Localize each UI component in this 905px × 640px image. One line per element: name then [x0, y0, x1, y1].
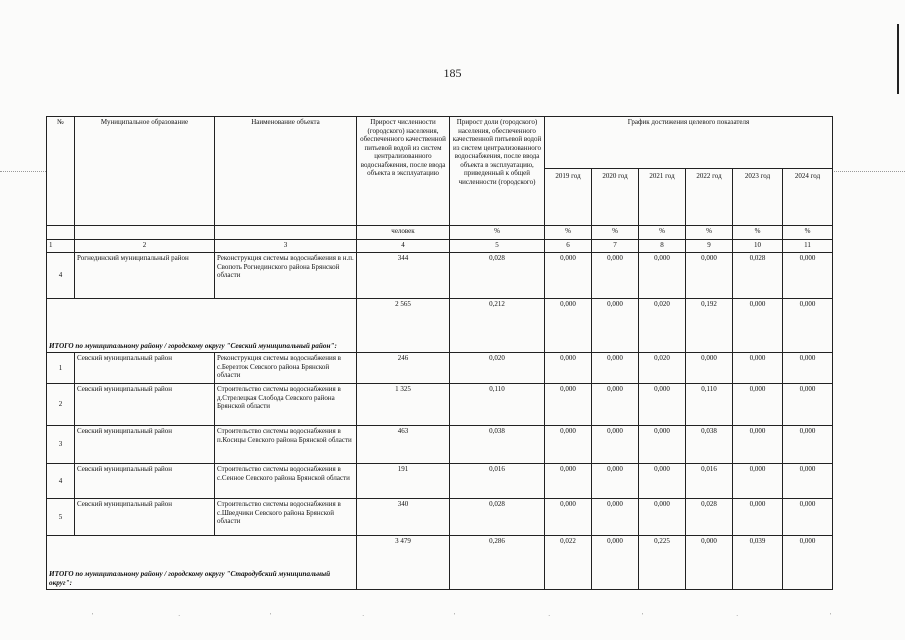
header-unit: %: [783, 226, 833, 240]
total-value-cell: 3 479: [357, 536, 450, 590]
row-number: 1: [47, 353, 75, 384]
row-number: 3: [47, 426, 75, 464]
column-number: 8: [639, 240, 686, 253]
column-number: 4: [357, 240, 450, 253]
header-municipality: Муниципальное образование: [75, 117, 215, 226]
value-cell: 0,000: [592, 426, 639, 464]
value-cell: 0,000: [592, 499, 639, 536]
value-cell: 0,000: [545, 253, 592, 299]
header-year: 2024 год: [783, 169, 833, 226]
value-cell: 0,020: [639, 353, 686, 384]
value-cell: 0,016: [686, 464, 733, 499]
value-cell: 0,000: [592, 253, 639, 299]
value-cell: 0,000: [686, 253, 733, 299]
column-number: 6: [545, 240, 592, 253]
header-year: 2022 год: [686, 169, 733, 226]
total-label: [47, 299, 357, 353]
header-unit: %: [592, 226, 639, 240]
municipality-cell: Рогнединский муниципальный район: [75, 253, 215, 299]
row-number: 4: [47, 253, 75, 299]
total-value-cell: 0,000: [733, 299, 783, 353]
value-cell: 0,000: [733, 464, 783, 499]
value-cell: 1 325: [357, 384, 450, 426]
header-year: 2020 год: [592, 169, 639, 226]
total-value-cell: 0,039: [733, 536, 783, 590]
municipality-cell: Севский муниципальный район: [75, 353, 215, 384]
value-cell: 340: [357, 499, 450, 536]
column-number: 10: [733, 240, 783, 253]
value-cell: 0,000: [639, 253, 686, 299]
value-cell: 0,028: [733, 253, 783, 299]
header-unit: %: [450, 226, 545, 240]
row-number: 2: [47, 384, 75, 426]
value-cell: 0,000: [639, 426, 686, 464]
value-cell: 0,000: [733, 499, 783, 536]
row-number: 4: [47, 464, 75, 499]
header-unit: %: [545, 226, 592, 240]
column-number: 2: [75, 240, 215, 253]
value-cell: 0,000: [783, 253, 833, 299]
value-cell: 0,028: [450, 499, 545, 536]
column-number: 5: [450, 240, 545, 253]
value-cell: 0,000: [783, 499, 833, 536]
municipality-cell: Севский муниципальный район: [75, 426, 215, 464]
value-cell: 0,000: [592, 464, 639, 499]
total-label-text: по муниципальному району / городскому округу "Севский муниципальный район":: [75, 342, 337, 350]
header-blank-cell: [215, 226, 357, 240]
total-value-cell: 0,000: [592, 299, 639, 353]
object-cell: Строительство системы водоснабжения в с.Сенное Севского района Брянской области: [215, 464, 357, 499]
header-year: 2023 год: [733, 169, 783, 226]
table-row: [47, 464, 833, 499]
total-label-prefix: ИТОГО: [49, 342, 74, 350]
object-cell: Строительство системы водоснабжения в д.Стрелецкая Слобода Севского района Брянской области: [215, 384, 357, 426]
total-value-cell: 0,000: [783, 536, 833, 590]
value-cell: 0,016: [450, 464, 545, 499]
total-value-cell: 0,000: [686, 536, 733, 590]
value-cell: 0,000: [733, 426, 783, 464]
page-number: 185: [443, 66, 462, 80]
value-cell: 0,000: [592, 384, 639, 426]
header-blank-cell: [47, 226, 75, 240]
value-cell: 0,038: [686, 426, 733, 464]
header-population-growth: Прирост численности (городского) населения, обеспеченного качественной питьевой водой из систем централизованного водоснабжения, после ввода объекта в эксплуатацию: [357, 117, 450, 226]
value-cell: 0,110: [686, 384, 733, 426]
column-number: 9: [686, 240, 733, 253]
scan-dotted-line: [0, 171, 46, 172]
value-cell: 0,000: [639, 464, 686, 499]
table-row: [47, 253, 833, 299]
column-number: 3: [215, 240, 357, 253]
value-cell: 344: [357, 253, 450, 299]
header-year: 2021 год: [639, 169, 686, 226]
header-object: Наименование объекта: [215, 117, 357, 226]
value-cell: 0,000: [639, 384, 686, 426]
header-unit: %: [733, 226, 783, 240]
object-cell: Строительство системы водоснабжения в с.Шведчики Севского района Брянской области: [215, 499, 357, 536]
header-year: 2019 год: [545, 169, 592, 226]
value-cell: 0,000: [733, 384, 783, 426]
total-label-prefix: ИТОГО: [49, 570, 74, 578]
total-value-cell: 0,225: [639, 536, 686, 590]
total-value-cell: 0,286: [450, 536, 545, 590]
value-cell: 191: [357, 464, 450, 499]
value-cell: 0,000: [545, 353, 592, 384]
header-no: №: [47, 117, 75, 226]
total-row: [47, 299, 833, 353]
value-cell: 0,028: [450, 253, 545, 299]
value-cell: 0,000: [783, 384, 833, 426]
target-indicator-table: [46, 116, 833, 590]
value-cell: 0,000: [545, 464, 592, 499]
value-cell: 0,000: [545, 499, 592, 536]
table-row: [47, 384, 833, 426]
row-number: 5: [47, 499, 75, 536]
total-value-cell: 0,000: [592, 536, 639, 590]
value-cell: 463: [357, 426, 450, 464]
total-row: [47, 536, 833, 590]
object-cell: Строительство системы водоснабжения в п.Косицы Севского района Брянской области: [215, 426, 357, 464]
value-cell: 0,110: [450, 384, 545, 426]
total-label: [47, 536, 357, 590]
value-cell: 0,000: [639, 499, 686, 536]
value-cell: 0,000: [686, 353, 733, 384]
value-cell: 0,000: [783, 464, 833, 499]
table-row: [47, 353, 833, 384]
column-number: 11: [783, 240, 833, 253]
header-blank-cell: [75, 226, 215, 240]
header-unit: %: [686, 226, 733, 240]
header-share-growth: Прирост доли (городского) населения, обеспеченного качественной питьевой водой из систем централизованного водоснабжения, после ввода объекта в эксплуатацию, приведенный к общей численности (городского): [450, 117, 545, 226]
municipality-cell: Севский муниципальный район: [75, 499, 215, 536]
value-cell: 0,000: [783, 353, 833, 384]
value-cell: 0,000: [733, 353, 783, 384]
object-cell: Реконструкция системы водоснабжения в с.Березток Севского района Брянской области: [215, 353, 357, 384]
column-number: 7: [592, 240, 639, 253]
total-value-cell: 2 565: [357, 299, 450, 353]
total-label-text: по муниципальному району / городскому округу "Стародубский муниципальный округ":: [49, 570, 331, 587]
total-value-cell: 0,000: [545, 299, 592, 353]
value-cell: 0,028: [686, 499, 733, 536]
scan-edge-mark: [897, 24, 899, 94]
value-cell: 0,000: [783, 426, 833, 464]
municipality-cell: Севский муниципальный район: [75, 464, 215, 499]
table-row: [47, 426, 833, 464]
header-unit: человек: [357, 226, 450, 240]
scan-bottom-marks: ' · ' · ' · ' · ': [92, 612, 832, 620]
header-unit: %: [639, 226, 686, 240]
object-cell: Реконструкция системы водоснабжения в н.п. Свопоть Рогнединского района Брянской области: [215, 253, 357, 299]
value-cell: 0,038: [450, 426, 545, 464]
value-cell: 0,000: [545, 426, 592, 464]
total-value-cell: 0,192: [686, 299, 733, 353]
municipality-cell: Севский муниципальный район: [75, 384, 215, 426]
value-cell: 0,000: [592, 353, 639, 384]
total-value-cell: 0,212: [450, 299, 545, 353]
total-value-cell: 0,000: [783, 299, 833, 353]
value-cell: 0,000: [545, 384, 592, 426]
table-row: [47, 499, 833, 536]
header-schedule: График достижения целевого показателя: [545, 117, 833, 169]
scan-dotted-line: [832, 171, 905, 172]
total-value-cell: 0,022: [545, 536, 592, 590]
value-cell: 0,020: [450, 353, 545, 384]
value-cell: 246: [357, 353, 450, 384]
column-number: 1: [47, 240, 75, 253]
total-value-cell: 0,020: [639, 299, 686, 353]
